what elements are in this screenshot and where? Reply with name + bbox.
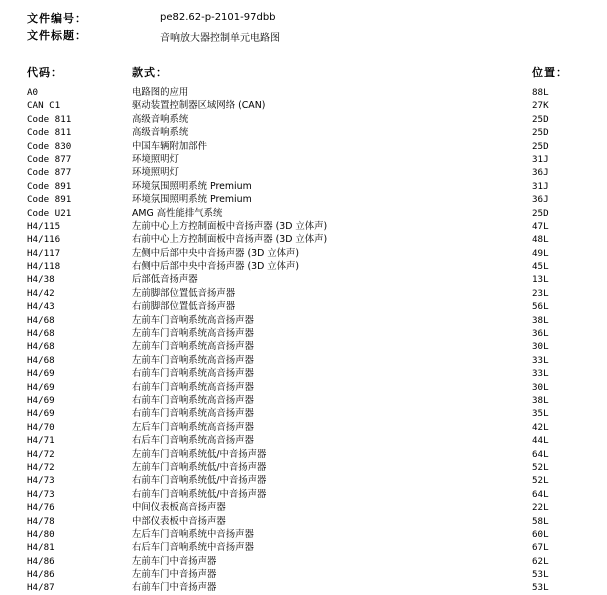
- list-item: [0, 247, 607, 260]
- component-code: H4/118: [27, 261, 61, 273]
- component-position: 30L: [532, 341, 549, 353]
- component-position: 60L: [532, 528, 549, 540]
- component-code: H4/86: [27, 555, 55, 567]
- doc-title-label: 文件标题：: [27, 29, 87, 42]
- component-description: 环境氛围照明系统 Premium: [132, 194, 252, 206]
- component-position: 36J: [532, 194, 549, 206]
- component-description: 驱动装置控制器区域网络 (CAN): [132, 100, 266, 112]
- component-code: H4/70: [27, 421, 55, 433]
- list-item: [0, 314, 607, 327]
- column-header-position: 位置：: [532, 66, 568, 79]
- component-code: H4/68: [27, 341, 55, 353]
- column-header-model: 款式：: [132, 66, 168, 79]
- component-description: 右前车门音响系统高音扬声器: [132, 368, 254, 380]
- component-description: 电路图的应用: [132, 87, 189, 98]
- component-position: 25D: [532, 140, 549, 152]
- component-position: 64L: [532, 488, 549, 500]
- component-position: 33L: [532, 354, 549, 366]
- list-item: [0, 394, 607, 407]
- component-code: Code 830: [27, 140, 72, 152]
- component-position: 58L: [532, 515, 549, 527]
- component-code: CAN C1: [27, 100, 61, 112]
- list-item: [0, 220, 607, 233]
- component-description: 中部仪表板中音扬声器: [132, 515, 226, 527]
- component-code: H4/69: [27, 381, 55, 393]
- component-description: 左后车门音响系统高音扬声器: [132, 421, 254, 433]
- list-item: [0, 555, 607, 568]
- list-item: [0, 528, 607, 541]
- component-position: 56L: [532, 301, 549, 313]
- doc-title-value: 音响放大器控制单元电路图: [160, 33, 280, 44]
- component-description: 中国车辆附加部件: [132, 140, 208, 152]
- list-item: [0, 501, 607, 514]
- list-item: [0, 381, 607, 394]
- component-description: 后部低音扬声器: [132, 274, 198, 286]
- component-description: 右前车门音响系统高音扬声器: [132, 381, 254, 393]
- component-code: H4/68: [27, 354, 55, 366]
- list-item: [0, 113, 607, 126]
- component-position: 52L: [532, 461, 549, 473]
- list-item: [0, 461, 607, 474]
- component-code: Code 891: [27, 194, 72, 206]
- component-description: 右前车门音响系统高音扬声器: [132, 394, 254, 406]
- component-position: 25D: [532, 207, 549, 219]
- component-position: 25D: [532, 127, 549, 139]
- component-position: 88L: [532, 87, 549, 98]
- component-description: 高级音响系统: [132, 127, 189, 139]
- component-description: 环境照明灯: [132, 167, 179, 179]
- list-item: [0, 568, 607, 581]
- component-description: 右后车门音响系统中音扬声器: [132, 542, 254, 554]
- component-description: 右前车门音响系统低/中音扬声器: [132, 475, 267, 487]
- component-code: Code U21: [27, 207, 72, 219]
- component-position: 64L: [532, 448, 549, 460]
- list-item: [0, 421, 607, 434]
- component-position: 27K: [532, 100, 549, 112]
- component-description: 中间仪表板高音扬声器: [132, 502, 226, 514]
- component-description: 左前车门音响系统低/中音扬声器: [132, 461, 267, 473]
- component-description: 右前中心上方控制面板中音扬声器 (3D 立体声): [132, 234, 328, 246]
- component-code: A0: [27, 87, 39, 98]
- component-code: Code 891: [27, 180, 72, 192]
- component-position: 67L: [532, 542, 549, 554]
- component-list: [0, 86, 607, 595]
- doc-number-value: pe82.62-p-2101-97dbb: [160, 12, 276, 23]
- component-code: H4/117: [27, 247, 61, 259]
- component-code: H4/87: [27, 582, 55, 594]
- component-position: 38L: [532, 394, 549, 406]
- list-item: [0, 541, 607, 554]
- component-code: H4/72: [27, 448, 55, 460]
- list-item: [0, 233, 607, 246]
- component-code: H4/43: [27, 301, 55, 313]
- component-position: 53L: [532, 582, 549, 594]
- component-position: 47L: [532, 220, 549, 232]
- list-item: [0, 474, 607, 487]
- component-position: 25D: [532, 113, 549, 125]
- list-item: [0, 86, 607, 99]
- component-code: H4/69: [27, 408, 55, 420]
- list-item: [0, 488, 607, 501]
- list-item: [0, 407, 607, 420]
- component-description: 右前车门音响系统高音扬声器: [132, 408, 254, 420]
- component-description: 左侧中后部中央中音扬声器 (3D 立体声): [132, 247, 300, 259]
- list-item: [0, 99, 607, 112]
- list-item: [0, 193, 607, 206]
- list-item: [0, 273, 607, 286]
- list-item: [0, 287, 607, 300]
- list-item: [0, 166, 607, 179]
- component-description: 左前车门中音扬声器: [132, 569, 217, 581]
- list-item: [0, 260, 607, 273]
- component-description: 左后车门音响系统中音扬声器: [132, 528, 254, 540]
- component-position: 36L: [532, 328, 549, 340]
- component-position: 49L: [532, 247, 549, 259]
- component-position: 48L: [532, 234, 549, 246]
- component-code: Code 877: [27, 167, 72, 179]
- component-position: 53L: [532, 569, 549, 581]
- component-description: 环境氛围照明系统 Premium: [132, 180, 252, 192]
- column-header-code: 代码：: [27, 66, 63, 79]
- component-code: H4/76: [27, 502, 55, 514]
- component-position: 62L: [532, 555, 549, 567]
- component-position: 45L: [532, 261, 549, 273]
- component-position: 22L: [532, 502, 549, 514]
- list-item: [0, 207, 607, 220]
- component-code: H4/81: [27, 542, 55, 554]
- component-code: H4/38: [27, 274, 55, 286]
- component-position: 52L: [532, 475, 549, 487]
- doc-number-label: 文件编号：: [27, 12, 87, 25]
- component-code: H4/69: [27, 394, 55, 406]
- component-position: 33L: [532, 368, 549, 380]
- component-description: 右前脚部位置低音扬声器: [132, 301, 236, 313]
- component-position: 31J: [532, 153, 549, 165]
- component-description: 左前车门音响系统高音扬声器: [132, 328, 254, 340]
- component-description: 左前车门音响系统低/中音扬声器: [132, 448, 267, 460]
- component-code: H4/72: [27, 461, 55, 473]
- list-item: [0, 515, 607, 528]
- component-position: 42L: [532, 421, 549, 433]
- component-code: H4/116: [27, 234, 61, 246]
- component-code: H4/68: [27, 314, 55, 326]
- component-code: H4/69: [27, 368, 55, 380]
- component-position: 31J: [532, 180, 549, 192]
- component-code: H4/68: [27, 328, 55, 340]
- component-code: H4/42: [27, 287, 55, 299]
- component-description: 环境照明灯: [132, 153, 179, 165]
- component-code: H4/78: [27, 515, 55, 527]
- component-description: 左前脚部位置低音扬声器: [132, 287, 236, 299]
- component-position: 44L: [532, 435, 549, 447]
- component-description: 右后车门音响系统高音扬声器: [132, 435, 254, 447]
- list-item: [0, 153, 607, 166]
- component-description: 左前中心上方控制面板中音扬声器 (3D 立体声): [132, 220, 328, 232]
- list-item: [0, 448, 607, 461]
- component-description: 右侧中后部中央中音扬声器 (3D 立体声): [132, 261, 300, 273]
- list-item: [0, 126, 607, 139]
- component-position: 38L: [532, 314, 549, 326]
- component-description: 左前车门音响系统高音扬声器: [132, 354, 254, 366]
- list-item: [0, 140, 607, 153]
- component-position: 23L: [532, 287, 549, 299]
- list-item: [0, 434, 607, 447]
- component-description: 右前车门中音扬声器: [132, 582, 217, 594]
- component-code: Code 811: [27, 113, 72, 125]
- list-item: [0, 367, 607, 380]
- component-position: 35L: [532, 408, 549, 420]
- component-code: H4/86: [27, 569, 55, 581]
- component-code: Code 811: [27, 127, 72, 139]
- component-code: H4/80: [27, 528, 55, 540]
- component-description: 左前车门中音扬声器: [132, 555, 217, 567]
- list-item: [0, 354, 607, 367]
- list-item: [0, 327, 607, 340]
- component-code: H4/73: [27, 475, 55, 487]
- list-item: [0, 300, 607, 313]
- component-description: 左前车门音响系统高音扬声器: [132, 341, 254, 353]
- component-position: 30L: [532, 381, 549, 393]
- list-item: [0, 180, 607, 193]
- component-description: AMG 高性能排气系统: [132, 207, 223, 219]
- component-description: 左前车门音响系统高音扬声器: [132, 314, 254, 326]
- list-item: [0, 340, 607, 353]
- component-code: H4/73: [27, 488, 55, 500]
- component-code: H4/71: [27, 435, 55, 447]
- component-description: 右前车门音响系统低/中音扬声器: [132, 488, 267, 500]
- component-position: 13L: [532, 274, 549, 286]
- component-code: H4/115: [27, 220, 61, 232]
- component-code: Code 877: [27, 153, 72, 165]
- component-position: 36J: [532, 167, 549, 179]
- component-description: 高级音响系统: [132, 113, 189, 125]
